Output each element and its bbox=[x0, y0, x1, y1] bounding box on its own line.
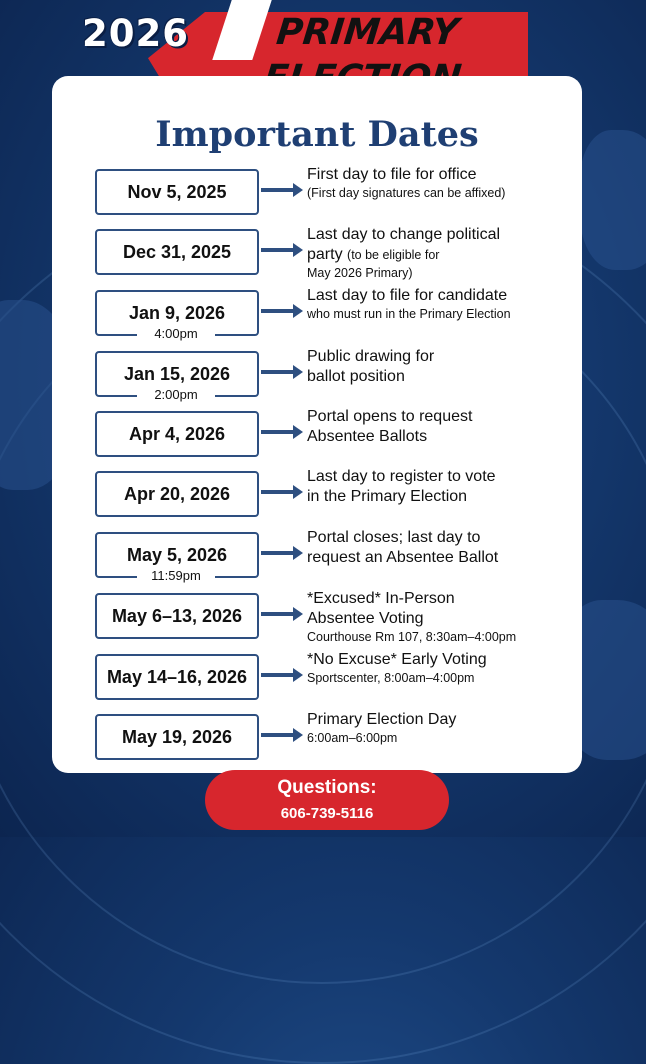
date-description bbox=[307, 407, 557, 447]
page-title: Important Dates bbox=[155, 114, 479, 155]
date-description bbox=[307, 528, 557, 568]
date-box: May 6–13, 2026 bbox=[95, 593, 259, 639]
date-box: Apr 20, 2026 bbox=[95, 471, 259, 517]
description-note: 6:00am–6:00pm bbox=[307, 731, 398, 745]
questions-phone-link[interactable]: 606-739-5116 bbox=[280, 805, 374, 822]
date-description bbox=[307, 165, 557, 202]
description-line: Last day to register to vote bbox=[307, 468, 496, 485]
arrow-right-icon bbox=[261, 612, 295, 616]
arrow-right-icon bbox=[261, 430, 295, 434]
description-line: *Excused* In-Person bbox=[307, 590, 455, 607]
date-row bbox=[95, 590, 555, 644]
description-line: *No Excuse* Early Voting bbox=[307, 651, 487, 668]
arrow-right-icon bbox=[261, 733, 295, 737]
arrow-right-icon bbox=[261, 490, 295, 494]
date-row bbox=[95, 166, 555, 215]
description-note: (First day signatures can be affixed) bbox=[307, 186, 506, 200]
date-row bbox=[95, 348, 555, 402]
description-line: Portal closes; last day to bbox=[307, 529, 481, 546]
date-box: May 14–16, 2026 bbox=[95, 654, 259, 700]
date-row bbox=[95, 711, 555, 760]
description-line: ballot position bbox=[307, 368, 405, 385]
arrow-right-icon bbox=[261, 248, 295, 252]
description-line bbox=[307, 245, 557, 265]
description-line: Absentee Ballots bbox=[307, 428, 428, 445]
date-row bbox=[95, 408, 555, 457]
description-line: Public drawing for bbox=[307, 348, 435, 365]
date-box: Nov 5, 2025 bbox=[95, 169, 259, 215]
arrow-right-icon bbox=[261, 370, 295, 374]
description-inline-note: (to be eligible for bbox=[347, 248, 440, 262]
time-label: 4:00pm bbox=[137, 326, 215, 342]
background-map-shape bbox=[580, 130, 646, 270]
description-note: May 2026 Primary) bbox=[307, 266, 413, 280]
date-description bbox=[307, 650, 557, 687]
time-label: 2:00pm bbox=[137, 387, 215, 403]
description-line: Last day to change political bbox=[307, 226, 501, 243]
arrow-right-icon bbox=[261, 673, 295, 677]
description-note: Sportscenter, 8:00am–4:00pm bbox=[307, 671, 475, 685]
date-box: May 5, 2026 bbox=[95, 532, 259, 578]
date-row bbox=[95, 226, 555, 280]
description-note: who must run in the Primary Election bbox=[307, 307, 511, 321]
time-label: 11:59pm bbox=[137, 568, 215, 584]
date-box: Jan 15, 2026 bbox=[95, 351, 259, 397]
arrow-right-icon bbox=[261, 551, 295, 555]
description-line: Portal opens to request bbox=[307, 408, 473, 425]
description-line-text: party bbox=[307, 246, 343, 263]
date-description bbox=[307, 286, 557, 323]
date-row bbox=[95, 468, 555, 517]
description-line: Primary Election Day bbox=[307, 711, 457, 728]
banner-line-1: PRIMARY bbox=[274, 12, 461, 53]
date-description bbox=[307, 347, 557, 387]
date-box: Dec 31, 2025 bbox=[95, 229, 259, 275]
description-line: Last day to file for candidate bbox=[307, 287, 508, 304]
questions-contact-badge bbox=[205, 770, 449, 830]
description-line: request an Absentee Ballot bbox=[307, 549, 499, 566]
arrow-right-icon bbox=[261, 188, 295, 192]
date-description bbox=[307, 710, 557, 747]
questions-label: Questions: bbox=[277, 777, 377, 798]
date-description bbox=[307, 467, 557, 507]
header-year: 2026 bbox=[82, 12, 189, 55]
description-note: Courthouse Rm 107, 8:30am–4:00pm bbox=[307, 630, 517, 644]
date-box: Apr 4, 2026 bbox=[95, 411, 259, 457]
description-line: in the Primary Election bbox=[307, 488, 468, 505]
description-line: Absentee Voting bbox=[307, 610, 424, 627]
date-description bbox=[307, 589, 557, 646]
date-row bbox=[95, 651, 555, 700]
arrow-right-icon bbox=[261, 309, 295, 313]
date-row bbox=[95, 529, 555, 583]
description-line: First day to file for office bbox=[307, 166, 477, 183]
date-box: Jan 9, 2026 bbox=[95, 290, 259, 336]
date-description bbox=[307, 225, 557, 282]
date-box: May 19, 2026 bbox=[95, 714, 259, 760]
date-row bbox=[95, 287, 555, 341]
